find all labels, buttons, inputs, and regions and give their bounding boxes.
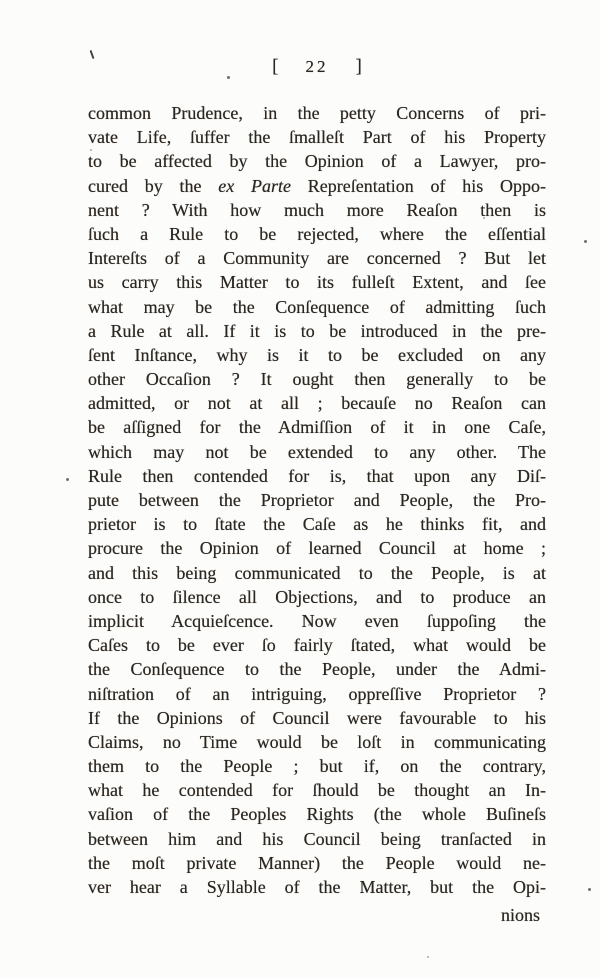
text-line: vate Life, ſuffer the ſmalleſt Part of his Property xyxy=(88,127,546,148)
text-line: what may be the Conſequence of admitting ſuch xyxy=(88,296,546,317)
ink-speck xyxy=(308,624,310,626)
text-line: ſent Inſtance, why is it to be excluded on any xyxy=(88,344,546,365)
ink-speck xyxy=(588,888,591,891)
text-line: and this being communicated to the People, is at xyxy=(88,562,546,583)
ink-speck xyxy=(90,149,92,151)
text-line: common Prudence, in the petty Concerns of pri- xyxy=(88,103,546,123)
text-block xyxy=(88,101,546,899)
text-line: to be affected by the Opinion of a Lawyer, pro- xyxy=(88,151,546,172)
text-line: nent ? With how much more Reaſon then is xyxy=(88,199,546,220)
text-line: vaſion of the Peoples Rights (the whole Buſineſs xyxy=(88,804,546,825)
text-line: us carry this Matter to its fulleſt Extent, and ſee xyxy=(88,272,546,293)
text-line: be aſſigned for the Admiſſion of it in one Caſe, xyxy=(88,417,546,438)
text-line: other Occaſion ? It ought then generally to be xyxy=(88,369,546,390)
ink-speck xyxy=(584,240,587,243)
text-line: Claims, no Time would be loſt in communicating xyxy=(88,731,546,752)
text-line: ver hear a Syllable of the Matter, but the Opi- xyxy=(88,877,546,897)
text-line: admitted, or not at all ; becauſe no Reaſon can xyxy=(88,393,546,414)
text-line: prietor is to ſtate the Caſe as he thinks fit, and xyxy=(88,514,546,535)
text-line: once to ſilence all Objections, and to produce an xyxy=(88,586,546,607)
text-line: a Rule at all. If it is to be introduced in the pre- xyxy=(88,320,546,341)
text-line: Intereſts of a Community are concerned ? But let xyxy=(88,248,546,269)
ink-speck xyxy=(483,217,485,219)
text-line: procure the Opinion of learned Council at home ; xyxy=(88,538,546,559)
text-line: niſtration of an intriguing, oppreſſive Proprietor ? xyxy=(88,683,546,704)
text-line: between him and his Council being tranſacted in xyxy=(88,828,546,849)
text-line: Caſes to be ever ſo fairly ſtated, what would be xyxy=(88,635,546,656)
ink-speck xyxy=(427,956,429,958)
ink-speck xyxy=(66,478,69,481)
text-line: implicit Acquieſcence. Now even ſuppoſing the xyxy=(88,610,546,631)
text-line: pute between the Proprietor and People, the Pro- xyxy=(88,490,546,510)
header-bracket-left: [ xyxy=(272,56,279,77)
text-line: cured by the ex Parte Repreſentation of his Oppo- xyxy=(88,175,546,196)
text-line: the Conſequence to the People, under the Admi- xyxy=(88,659,546,680)
text-line: them to the People ; but if, on the contrary, xyxy=(88,756,546,777)
header-bracket-right: ] xyxy=(355,56,362,77)
text-line: If the Opinions of Council were favourable to his xyxy=(88,707,546,728)
page-header xyxy=(88,56,546,78)
ink-speck xyxy=(227,76,230,79)
text-line: ſuch a Rule to be rejected, where the eſſential xyxy=(88,223,546,244)
text-line: which may not be extended to any other. The xyxy=(88,441,546,462)
catchword: nions xyxy=(500,905,540,925)
ink-speck xyxy=(457,748,459,750)
text-line: what he contended for ſhould be thought an In- xyxy=(88,780,546,801)
page-number: 22 xyxy=(305,57,329,76)
text-line: the moſt private Manner) the People would ne- xyxy=(88,852,546,873)
text-line: Rule then contended for is, that upon any Diſ- xyxy=(88,465,546,486)
